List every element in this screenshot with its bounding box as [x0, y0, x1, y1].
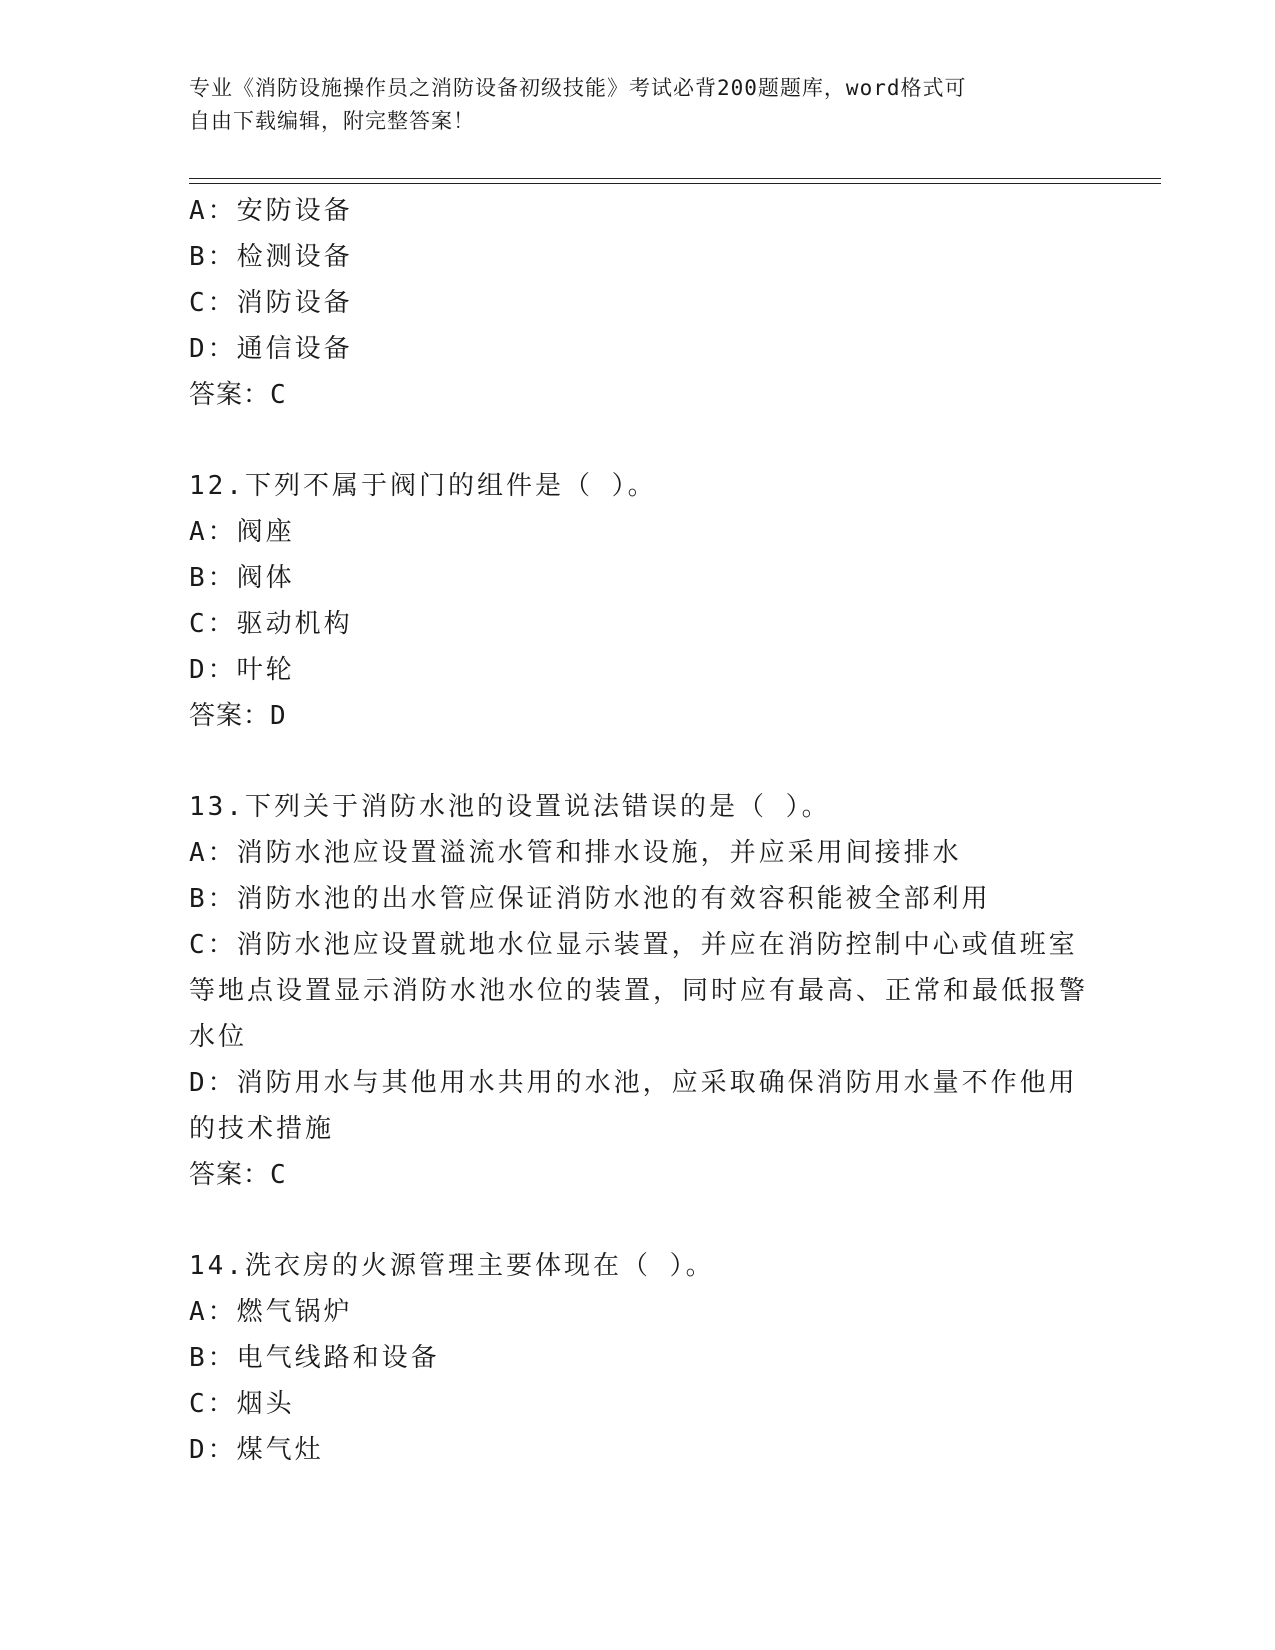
answer-label: 答案：	[189, 701, 271, 731]
option-a: A：消防水池应设置溢流水管和排水设施，并应采用间接排水	[189, 838, 962, 868]
option-c: C：烟头	[189, 1389, 295, 1419]
option-b: B：检测设备	[189, 242, 353, 272]
option-b: B：阀体	[189, 563, 295, 593]
answer-label: 答案：	[189, 1160, 271, 1190]
question-11-partial	[189, 188, 1089, 418]
option-b: B：电气线路和设备	[189, 1343, 440, 1373]
option-b: B：消防水池的出水管应保证消防水池的有效容积能被全部利用	[189, 884, 991, 914]
header-divider-top	[189, 178, 1161, 179]
question-stem: 14.洗衣房的火源管理主要体现在（ ）。	[189, 1251, 715, 1281]
option-c: C：消防水池应设置就地水位显示装置，并应在消防控制中心或值班室等地点设置显示消防水池水位的装置，同时应有最高、正常和最低报警水位	[189, 930, 1089, 1052]
answer-line	[189, 372, 1089, 418]
option-a: A：燃气锅炉	[189, 1297, 353, 1327]
document-header	[189, 72, 1069, 138]
option-c: C：驱动机构	[189, 609, 353, 639]
question-13	[189, 784, 1089, 1198]
option-a: A：安防设备	[189, 196, 353, 226]
option-d: D：消防用水与其他用水共用的水池，应采取确保消防用水量不作他用的技术措施	[189, 1068, 1078, 1144]
question-12	[189, 463, 1089, 739]
answer-label: 答案：	[189, 380, 271, 410]
option-c: C：消防设备	[189, 288, 353, 318]
option-d: D：通信设备	[189, 334, 353, 364]
answer-line	[189, 1152, 1089, 1198]
answer-line	[189, 693, 1089, 739]
header-divider-bottom	[189, 183, 1161, 184]
answer-value: D	[270, 701, 287, 731]
question-stem: 13.下列关于消防水池的设置说法错误的是（ ）。	[189, 792, 831, 822]
option-d: D：煤气灶	[189, 1435, 324, 1465]
question-list	[189, 188, 1089, 1473]
header-line-1: 专业《消防设施操作员之消防设备初级技能》考试必背200题题库，word格式可	[189, 76, 967, 100]
question-stem: 12.下列不属于阀门的组件是（ ）。	[189, 471, 657, 501]
question-14	[189, 1243, 1089, 1473]
header-line-2: 自由下载编辑，附完整答案！	[189, 109, 475, 133]
option-d: D：叶轮	[189, 655, 295, 685]
option-a: A：阀座	[189, 517, 295, 547]
answer-value: C	[270, 1160, 287, 1190]
answer-value: C	[270, 380, 287, 410]
